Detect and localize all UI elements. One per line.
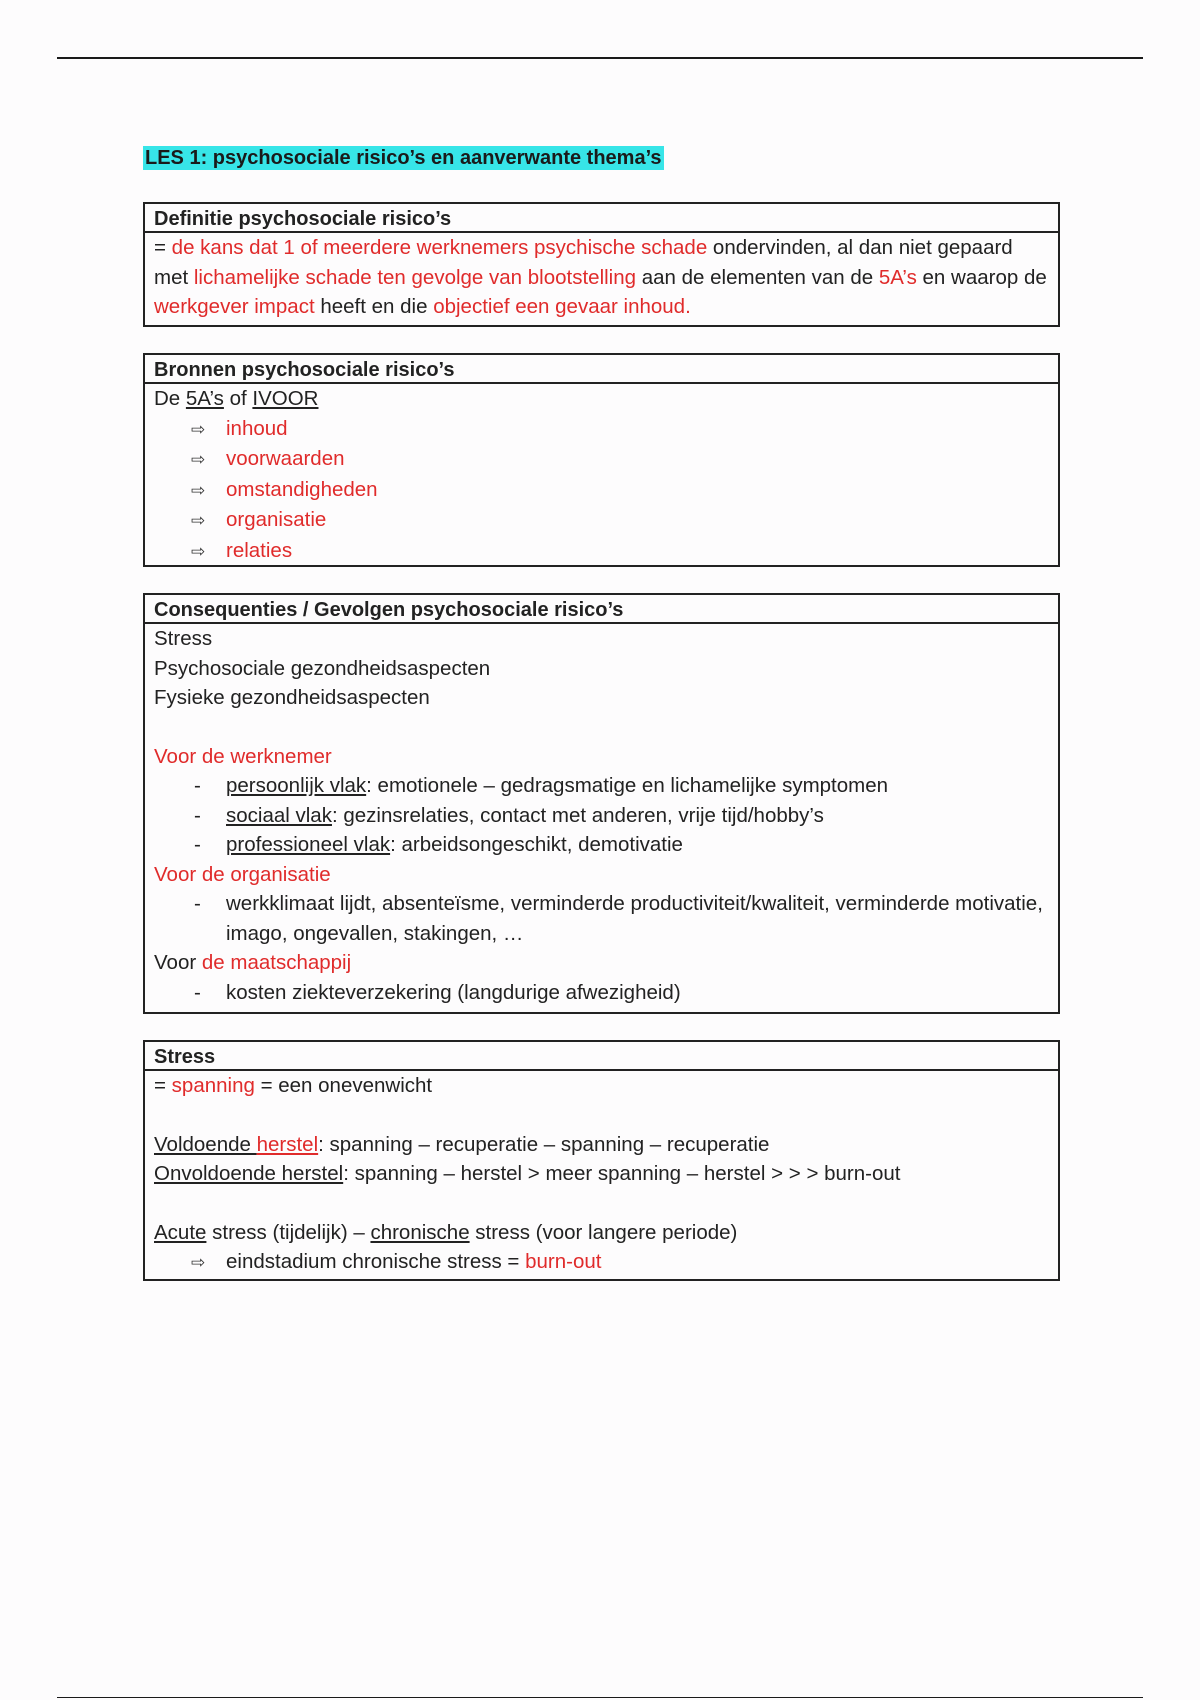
- text-run-underlined: Onvoldoende herstel: [154, 1162, 344, 1185]
- text-run: De: [154, 387, 186, 410]
- list-item: [154, 444, 1049, 475]
- list-item: [154, 801, 1049, 831]
- stress-definition: [154, 1071, 1049, 1101]
- subheading-werknemer: Voor de werknemer: [154, 744, 332, 768]
- text-run-red: de maatschappij: [201, 951, 352, 974]
- text-run-red: lichamelijke schade ten gevolge van blootstelling: [193, 265, 637, 289]
- text-run-underlined: Voldoende: [154, 1132, 257, 1156]
- stress-voldoende: [154, 1130, 1049, 1160]
- sources-body: [145, 384, 1058, 566]
- text-run: en waarop de: [916, 265, 1047, 289]
- text-run-underlined: professioneel vlak: [226, 833, 391, 856]
- consequence-line: Stress: [154, 627, 213, 650]
- text-run: werkklimaat lijdt, absenteïsme, verminderde productiviteit/kwaliteit, verminderde motivatie, imago, ongevallen, stakingen, …: [226, 892, 1043, 945]
- text-run-red-underlined: herstel: [256, 1132, 319, 1156]
- text-run: aan de elementen van de: [636, 265, 879, 289]
- subheading-maatschappij: [154, 948, 1049, 978]
- text-run: stress (voor langere periode): [469, 1220, 738, 1244]
- arrow-icon: ⇨: [191, 541, 206, 561]
- subheading-organisatie: Voor de organisatie: [154, 862, 331, 886]
- text-run-underlined: Acute: [154, 1220, 207, 1244]
- consequences-body: [145, 624, 1058, 1007]
- arrow-icon: ⇨: [191, 511, 206, 530]
- consequence-line: Psychosociale gezondheidsaspecten: [154, 656, 491, 680]
- text-run: : emotionele – gedragsmatige en lichamelijke symptomen: [366, 774, 889, 797]
- text-run: = een onevenwicht: [254, 1074, 433, 1097]
- arrow-icon: ⇨: [191, 480, 206, 500]
- spacer: [154, 713, 1049, 742]
- footer-rule: [57, 1697, 1143, 1698]
- text-run-red: 5A’s: [878, 265, 917, 289]
- list-item-label: inhoud: [226, 416, 288, 440]
- list-item-label: organisatie: [226, 508, 327, 531]
- text-run: eindstadium chronische stress =: [226, 1250, 526, 1273]
- dash-bullet: -: [194, 892, 201, 915]
- list-item: [154, 889, 1049, 948]
- list-item: [154, 771, 1049, 801]
- list-item: [154, 475, 1049, 506]
- text-run: Voor: [154, 951, 202, 974]
- sources-intro: [154, 384, 1049, 414]
- dash-bullet: -: [194, 774, 201, 797]
- text-run: heeft en die: [314, 295, 434, 318]
- spacer: [154, 1101, 1049, 1130]
- text-run-red: burn-out: [525, 1250, 602, 1273]
- text-run: =: [154, 1074, 172, 1097]
- text-run-underlined: persoonlijk vlak: [226, 774, 367, 797]
- consequences-box: [143, 593, 1060, 1014]
- text-run: : spanning – recuperatie – spanning – recuperatie: [318, 1132, 770, 1156]
- dash-bullet: -: [194, 803, 201, 827]
- header-rule: [57, 57, 1143, 59]
- page-title: LES 1: psychosociale risico’s en aanverwante thema’s: [145, 147, 662, 169]
- text-run-underlined: 5A’s: [185, 387, 224, 410]
- arrow-icon: ⇨: [191, 419, 206, 439]
- list-item-label: relaties: [226, 538, 293, 562]
- text-run-red: spanning: [171, 1074, 255, 1097]
- text-run: : spanning – herstel > meer spanning – herstel > > > burn-out: [343, 1162, 901, 1185]
- stress-acute-chronisch: [154, 1218, 1049, 1248]
- text-run: : gezinsrelaties, contact met anderen, vrije tijd/hobby’s: [331, 803, 824, 827]
- text-run: ondervinden, al dan niet gepaard met: [154, 236, 1013, 289]
- consequence-line: Fysieke gezondheidsaspecten: [154, 686, 430, 709]
- list-item-label: omstandigheden: [226, 477, 378, 501]
- text-run: of: [223, 387, 253, 410]
- stress-heading: Stress: [145, 1042, 1058, 1071]
- list-item: [154, 536, 1049, 567]
- list-item-label: voorwaarden: [226, 447, 345, 470]
- consequences-heading: Consequenties / Gevolgen psychosociale risico’s: [145, 595, 1058, 624]
- text-run-underlined: sociaal vlak: [226, 803, 332, 827]
- sources-heading: Bronnen psychosociale risico’s: [145, 355, 1058, 384]
- arrow-icon: ⇨: [191, 1253, 206, 1272]
- definition-box: [143, 202, 1060, 327]
- list-item: [154, 830, 1049, 860]
- spacer: [154, 1189, 1049, 1218]
- stress-box: [143, 1040, 1060, 1281]
- dash-bullet: -: [194, 833, 201, 856]
- text-run-red: objectief een gevaar inhoud.: [433, 295, 691, 318]
- definition-heading: Definitie psychosociale risico’s: [145, 204, 1058, 233]
- sources-box: [143, 353, 1060, 567]
- text-run: kosten ziekteverzekering (langdurige afwezigheid): [226, 980, 681, 1004]
- text-run-underlined: IVOOR: [252, 387, 319, 410]
- text-run-underlined: chronische: [370, 1220, 470, 1244]
- text-run: =: [154, 236, 172, 259]
- text-run-red: werkgever impact: [154, 295, 315, 318]
- text-run: stress (tijdelijk) –: [206, 1220, 371, 1244]
- text-run-red: de kans dat 1 of meerdere werknemers psychische schade: [171, 236, 708, 259]
- list-item: [154, 1247, 1049, 1278]
- arrow-icon: ⇨: [191, 450, 206, 469]
- list-item: [154, 978, 1049, 1008]
- definition-text: [145, 233, 1058, 322]
- list-item: [154, 505, 1049, 536]
- text-run: : arbeidsongeschikt, demotivatie: [390, 833, 683, 856]
- stress-onvoldoende: [154, 1159, 1049, 1189]
- stress-body: [145, 1071, 1058, 1278]
- dash-bullet: -: [194, 980, 201, 1004]
- list-item: [154, 414, 1049, 445]
